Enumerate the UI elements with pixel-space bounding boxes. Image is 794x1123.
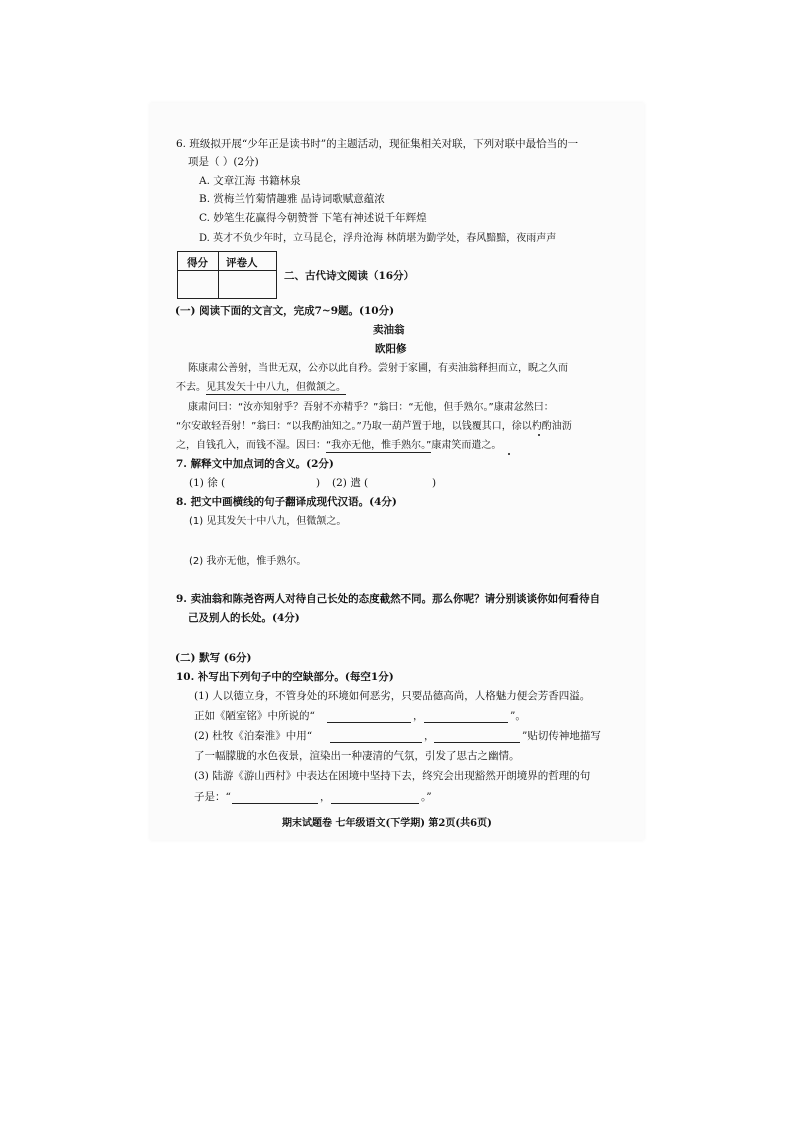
- emphasis-dot-xu: [538, 434, 540, 436]
- grader-label: 评卷人: [226, 257, 258, 269]
- underlined-sentence-1: 见其发矢十中八九，但微颔之。: [206, 382, 346, 393]
- q10-blank-3[interactable]: [330, 731, 422, 743]
- q8-title: 8. 把文中画横线的句子翻译成现代汉语。(4分): [176, 496, 397, 508]
- q8-item2: (2) 我亦无他，惟手熟尔。: [189, 556, 307, 567]
- q10-title: 10. 补写出下列句子中的空缺部分。(每空1分): [176, 671, 394, 683]
- q7-title: 7. 解释文中加点词的含义。(2分): [176, 458, 334, 470]
- q6-option-d: D. 英才不负少年时，立马昆仑，浮舟沧海 林荫堪为勤学处，春风黯黯，夜雨声声: [199, 233, 557, 244]
- q10-item1-line1: (1) 人以德立身，不管身处的环境如何恶劣，只要品德高尚，人格魅力便会芳香四溢。: [194, 690, 591, 702]
- essay-p2-line3: [176, 439, 501, 452]
- q10-item2-line2: 了一幅朦胧的水色夜景，渲染出一种凄清的气氛，引发了思古之幽情。: [194, 750, 520, 762]
- underlined-sentence-2: “我亦无他，惟手熟尔。”: [326, 440, 432, 451]
- part2-heading: (二) 默写 (6分): [175, 652, 252, 664]
- q10-item2-line1-start: (2) 杜牧《泊秦淮》中用“: [194, 730, 313, 742]
- q10-blank-2[interactable]: [424, 711, 508, 723]
- q9-line2: 己及别人的长处。(4分): [188, 612, 300, 624]
- q6-stem-line1: 6. 班级拟开展“少年正是读书时”的主题活动，现征集相关对联，下列对联中最恰当的一: [176, 138, 579, 150]
- q10-item1-end: ”。: [510, 710, 526, 722]
- essay-p1-line2: [176, 381, 346, 394]
- emphasis-dot-qian: [508, 453, 510, 455]
- q10-item3-end: 。”: [421, 791, 432, 803]
- q10-blank-6[interactable]: [331, 792, 419, 804]
- q10-item1-line2-start: 正如《陋室铭》中所说的“: [194, 710, 315, 722]
- q7-item1-close: ): [316, 477, 321, 489]
- essay-title: 卖油翁: [373, 324, 405, 336]
- score-box: [177, 251, 277, 299]
- q9-line1: 9. 卖油翁和陈尧咨两人对待自己长处的态度截然不同。那么你呢？请分别谈谈你如何看待自: [176, 593, 601, 605]
- q10-item3-line1: (3) 陆游《游山西村》中表达在困境中坚持下去，终究会出现豁然开朗境界的哲理的句: [194, 770, 591, 782]
- part1-heading: (一) 阅读下面的文言文，完成7~9题。(10分): [175, 305, 395, 317]
- q10-item2-comma: ，: [424, 730, 435, 742]
- section2-title: 二、古代诗文阅读（16分）: [284, 270, 415, 282]
- page-footer: 期末试题卷 七年级语文(下学期) 第2页(共6页): [282, 818, 492, 829]
- essay-p2-line3-end: 康肃笑而遣之。: [431, 440, 502, 451]
- q7-item1: (1) 徐 (: [189, 477, 226, 489]
- q10-blank-4[interactable]: [434, 731, 520, 743]
- essay-p1-line2-start: 不去。: [176, 382, 206, 393]
- q6-option-b: B. 赏梅兰竹菊情趣雅 品诗词歌赋意蕴浓: [199, 193, 385, 205]
- q6-option-a: A. 文章江海 书籍林泉: [199, 175, 301, 187]
- q10-blank-5[interactable]: [232, 792, 318, 804]
- essay-p2-line3-start: 之，自钱孔入，而钱不湿。因曰：: [176, 440, 326, 451]
- q6-stem-line2: 项是（ ）(2分): [188, 156, 259, 168]
- essay-p2-line2: “尔安敢轻吾射！”翁曰：“以我酌油知之。”乃取一葫芦置于地，以钱覆其口，徐以杓酌油沥: [176, 421, 572, 432]
- score-label: 得分: [187, 257, 208, 269]
- essay-p1-line1: 陈康肃公善射，当世无双，公亦以此自矜。尝射于家圃，有卖油翁释担而立，睨之久而: [188, 363, 568, 374]
- q10-item3-line2-start: 子是：“: [194, 791, 231, 803]
- q10-blank-1[interactable]: [327, 711, 411, 723]
- q10-item3-comma: ，: [320, 791, 331, 803]
- q8-item1: (1) 见其发矢十中八九，但微颔之。: [189, 516, 347, 527]
- essay-p2-line1: 康肃问曰：“汝亦知射乎？吾射不亦精乎？”翁曰：“无他，但手熟尔。”康肃忿然曰：: [188, 402, 554, 413]
- essay-author: 欧阳修: [375, 343, 407, 355]
- q6-option-c: C. 妙笔生花赢得今朝赞誉 下笔有神述说千年辉煌: [199, 212, 427, 224]
- q10-item1-comma: ，: [413, 710, 424, 722]
- q7-item2-close: ): [432, 477, 437, 489]
- q10-item2-line1-end: ”贴切传神地描写: [522, 730, 601, 742]
- q7-item2: (2) 遣 (: [332, 477, 369, 489]
